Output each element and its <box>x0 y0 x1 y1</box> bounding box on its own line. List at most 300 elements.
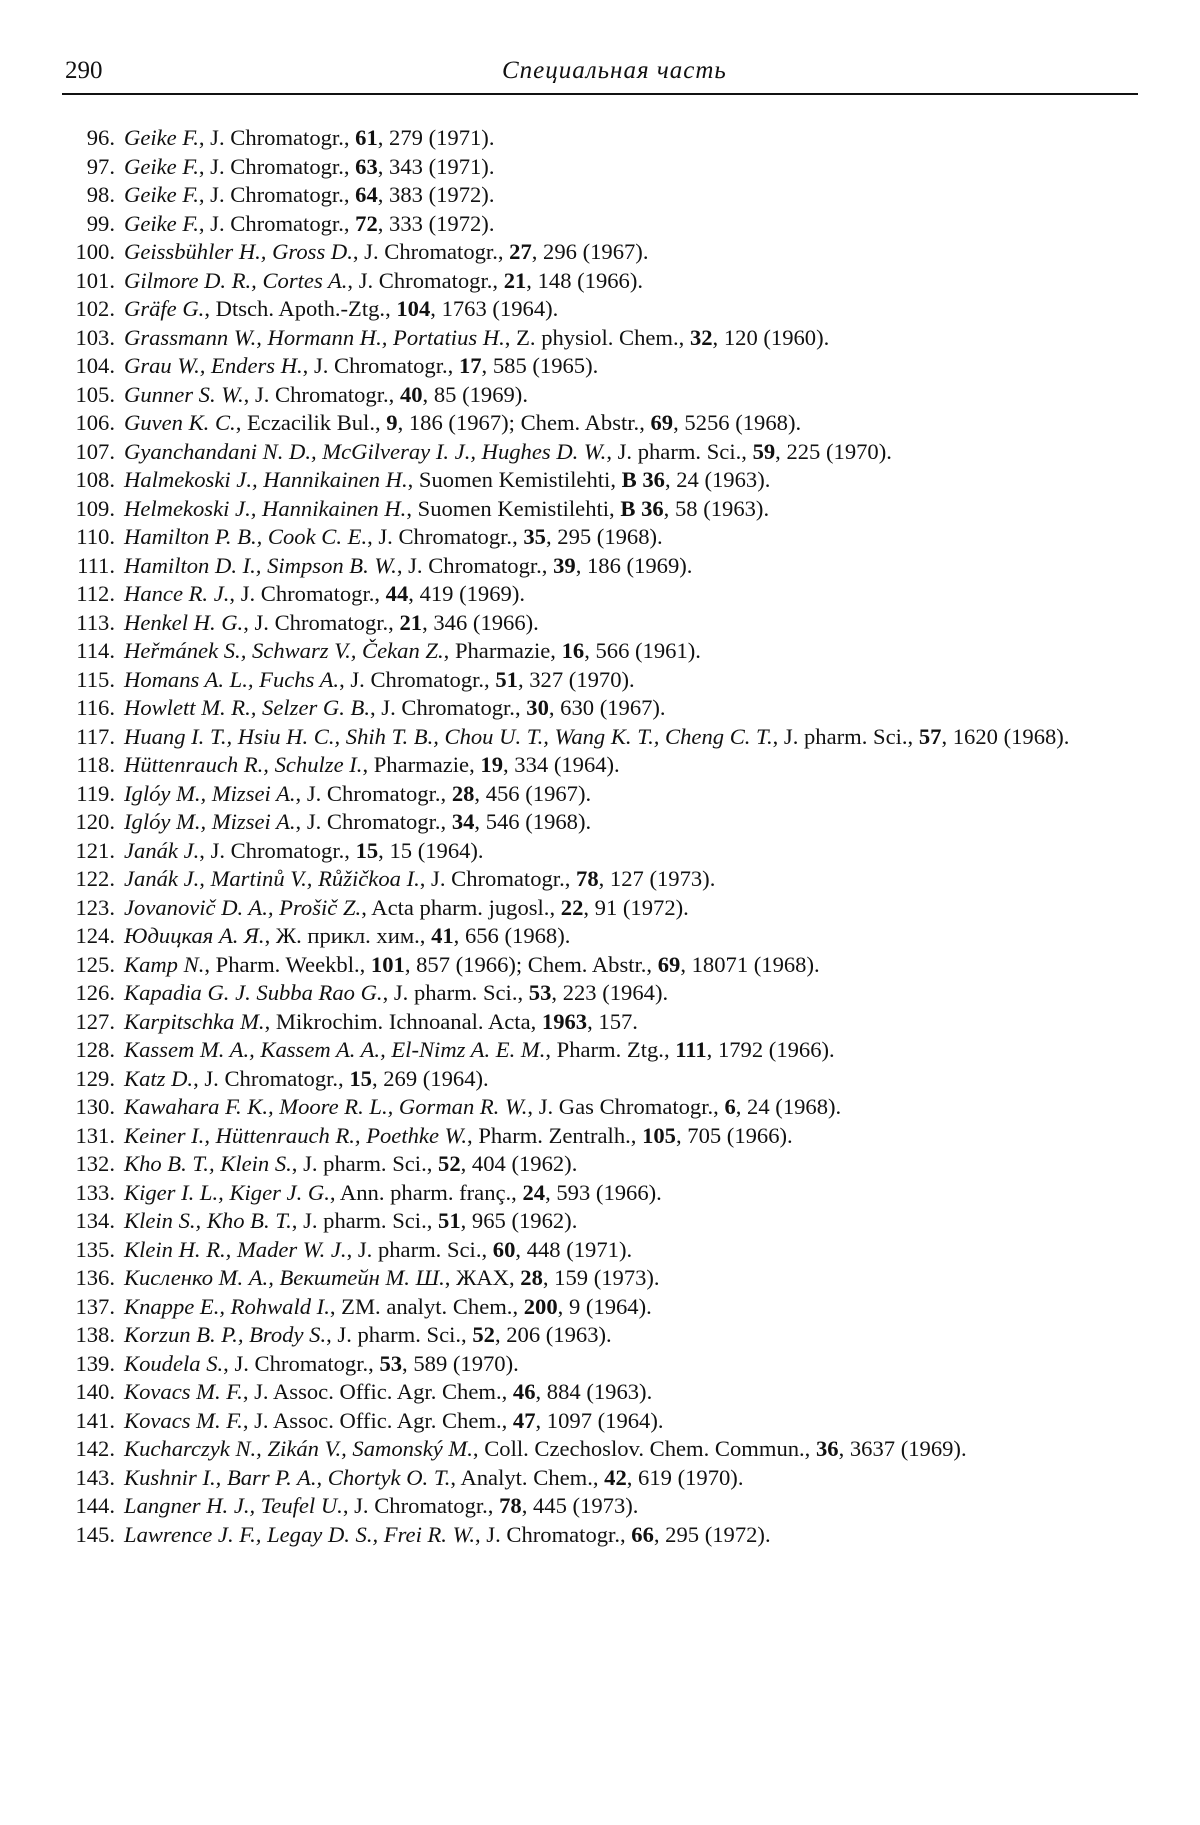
reference-text <box>124 1150 1150 1179</box>
volume: 16 <box>561 638 585 663</box>
authors: Kovacs M. F. <box>124 1379 243 1404</box>
reference-text <box>124 1036 1150 1065</box>
source: , 585 (1965). <box>481 353 599 378</box>
volume: 63 <box>355 153 378 179</box>
reference-number: 104. <box>75 353 115 378</box>
reference-number: 116. <box>76 695 115 720</box>
source: , 9 (1964). <box>557 1293 652 1319</box>
reference-number: 105. <box>75 381 115 407</box>
authors: Iglóy M., Mizsei A. <box>124 809 296 834</box>
authors: Jovanovič D. A., Prošič Z. <box>124 894 362 920</box>
reference-number: 133. <box>75 1179 115 1205</box>
reference-number: 122. <box>75 866 115 891</box>
reference-text <box>124 381 1150 410</box>
reference-number: 107. <box>75 438 115 464</box>
reference-entry <box>62 1008 1150 1037</box>
reference-number: 119. <box>76 780 115 806</box>
reference-entry <box>62 808 1150 837</box>
reference-text <box>124 438 1150 467</box>
source: , J. pharm. Sci., <box>772 723 919 749</box>
source: , J. Chromatogr., <box>342 1493 500 1518</box>
source: , Eczacilik Bul., <box>235 410 387 435</box>
source: , 295 (1968). <box>545 524 663 549</box>
reference-number: 121. <box>75 837 115 863</box>
reference-number: 134. <box>75 1208 115 1233</box>
reference-entry <box>62 1464 1150 1493</box>
authors: Gräfe G. <box>124 296 205 321</box>
source: , 269 (1964). <box>371 1065 489 1091</box>
volume: 35 <box>523 524 546 549</box>
reference-entry <box>62 951 1150 980</box>
reference-entry <box>62 979 1150 1008</box>
reference-text <box>124 238 1150 267</box>
reference-number: 113. <box>76 609 115 635</box>
reference-text <box>124 666 1150 695</box>
reference-entry <box>62 153 1150 182</box>
reference-entry <box>62 324 1150 353</box>
source: , J. Chromatogr., <box>243 609 400 635</box>
source: , J. Chromatogr., <box>199 837 356 863</box>
reference-text <box>124 1065 1150 1094</box>
source: , 857 (1966); Chem. Abstr., <box>404 951 658 977</box>
source: , Suomen Kemistilehti, <box>407 467 622 492</box>
volume: 15 <box>349 1065 372 1091</box>
volume: 51 <box>495 666 518 692</box>
reference-number: 120. <box>75 809 115 834</box>
reference-number: 114. <box>76 638 115 663</box>
reference-text <box>124 552 1150 581</box>
reference-entry <box>62 267 1150 296</box>
reference-entry <box>62 1378 1150 1407</box>
source: , 91 (1972). <box>583 894 689 920</box>
source: , 327 (1970). <box>517 666 635 692</box>
reference-number: 142. <box>75 1436 115 1461</box>
source: , 884 (1963). <box>535 1379 653 1404</box>
source: , 15 (1964). <box>378 837 484 863</box>
volume: 15 <box>355 837 379 863</box>
reference-number: 112. <box>76 581 115 606</box>
reference-text <box>124 1264 1150 1293</box>
reference-entry <box>62 523 1150 552</box>
volume: 52 <box>472 1322 495 1347</box>
reference-number: 108. <box>75 467 115 492</box>
reference-number: 141. <box>75 1407 115 1433</box>
source: , 1763 (1964). <box>430 296 559 321</box>
reference-list <box>62 124 1150 1549</box>
source: , 445 (1973). <box>521 1493 639 1518</box>
reference-number: 127. <box>75 1008 115 1034</box>
reference-entry <box>62 409 1150 438</box>
volume: B 36 <box>621 467 665 492</box>
reference-entry <box>62 1264 1150 1293</box>
reference-text <box>124 523 1150 552</box>
reference-number: 131. <box>75 1122 115 1148</box>
source: , 24 (1968). <box>735 1094 842 1119</box>
reference-number: 130. <box>75 1094 115 1119</box>
volume: 105 <box>642 1122 676 1148</box>
reference-entry <box>62 1350 1150 1379</box>
reference-entry <box>62 1407 1150 1436</box>
reference-text <box>124 865 1150 894</box>
reference-number: 97. <box>86 153 115 179</box>
reference-text <box>124 580 1150 609</box>
volume: 61 <box>355 125 378 150</box>
reference-entry <box>62 1093 1150 1122</box>
reference-entry <box>62 352 1150 381</box>
reference-number: 101. <box>75 267 115 293</box>
reference-number: 106. <box>75 410 115 435</box>
reference-text <box>124 694 1150 723</box>
authors: Korzun B. P., Brody S. <box>124 1322 327 1347</box>
reference-entry <box>62 865 1150 894</box>
reference-text <box>124 894 1150 923</box>
reference-number: 118. <box>76 752 115 777</box>
reference-entry <box>62 124 1150 153</box>
reference-text <box>124 181 1150 210</box>
volume: 46 <box>512 1379 536 1404</box>
source: , 619 (1970). <box>626 1464 744 1490</box>
authors: Koudela S. <box>124 1350 224 1376</box>
reference-entry <box>62 922 1150 951</box>
volume: 17 <box>458 353 482 378</box>
source: , 159 (1973). <box>542 1265 660 1290</box>
source: , 383 (1972). <box>377 182 495 207</box>
reference-entry <box>62 694 1150 723</box>
volume: 28 <box>520 1265 543 1290</box>
source: , 225 (1970). <box>775 438 892 464</box>
reference-text <box>124 352 1150 381</box>
source: , J. pharm. Sci., <box>382 980 529 1005</box>
volume: 52 <box>438 1151 461 1176</box>
authors: Grassmann W., Hormann H., Portatius H. <box>124 324 505 350</box>
reference-number: 123. <box>75 894 115 920</box>
source: , J. Chromatogr., <box>295 780 452 806</box>
source: , J. pharm. Sci., <box>346 1236 493 1262</box>
source: , 58 (1963). <box>663 495 770 521</box>
authors: Hamilton P. B., Cook C. E. <box>124 524 368 549</box>
authors: Janák J. <box>124 837 200 863</box>
reference-text <box>124 637 1150 666</box>
authors: Hüttenrauch R., Schulze I. <box>124 752 363 777</box>
authors: Gilmore D. R., Cortes A. <box>124 267 348 293</box>
reference-number: 129. <box>75 1065 115 1091</box>
reference-number: 96. <box>86 125 115 150</box>
authors: Klein S., Kho B. T. <box>124 1208 292 1233</box>
reference-number: 138. <box>75 1322 115 1347</box>
source: , 334 (1964). <box>502 752 620 777</box>
reference-number: 128. <box>75 1037 115 1062</box>
reference-number: 137. <box>75 1293 115 1319</box>
source: , 333 (1972). <box>377 210 495 236</box>
source: , 295 (1972). <box>653 1521 771 1547</box>
reference-entry <box>62 238 1150 267</box>
authors: Heřmánek S., Schwarz V., Čekan Z. <box>124 638 444 663</box>
volume: 32 <box>689 324 713 350</box>
source: , 223 (1964). <box>551 980 669 1005</box>
source: , 343 (1971). <box>377 153 495 179</box>
source: , 456 (1967). <box>474 780 592 806</box>
reference-entry <box>62 637 1150 666</box>
reference-text <box>124 1407 1150 1436</box>
reference-entry <box>62 210 1150 239</box>
reference-entry <box>62 466 1150 495</box>
authors: Kawahara F. K., Moore R. L., Gorman R. W. <box>124 1094 528 1119</box>
reference-text <box>124 723 1150 752</box>
source: , Suomen Kemistilehti, <box>406 495 621 521</box>
volume: 200 <box>523 1293 558 1319</box>
volume: 21 <box>503 267 527 293</box>
reference-number: 143. <box>75 1464 115 1490</box>
reference-entry <box>62 495 1150 524</box>
reference-text <box>124 124 1150 153</box>
volume: 28 <box>451 780 475 806</box>
source: , J. Chromatogr., <box>369 695 527 720</box>
reference-entry <box>62 837 1150 866</box>
authors: Юдицкая А. Я. <box>124 923 265 948</box>
reference-number: 132. <box>75 1151 115 1176</box>
volume: 78 <box>499 1493 522 1518</box>
reference-entry <box>62 1492 1150 1521</box>
source: , 148 (1966). <box>526 267 644 293</box>
authors: Knappe E., Rohwald I. <box>124 1293 330 1319</box>
reference-text <box>124 1122 1150 1151</box>
authors: Kovacs M. F. <box>124 1407 243 1433</box>
authors: Lawrence J. F., Legay D. S., Frei R. W. <box>124 1521 475 1547</box>
source: , 18071 (1968). <box>680 951 820 977</box>
reference-number: 98. <box>86 182 115 207</box>
reference-text <box>124 1207 1150 1236</box>
source: , J. Chromatogr., <box>198 210 356 236</box>
reference-entry <box>62 1036 1150 1065</box>
reference-text <box>124 1179 1150 1208</box>
reference-entry <box>62 1321 1150 1350</box>
source: , J. Chromatogr., <box>198 182 356 207</box>
reference-text <box>124 409 1150 438</box>
reference-text <box>124 466 1150 495</box>
volume: 40 <box>399 381 423 407</box>
source: , J. Chromatogr., <box>295 809 452 834</box>
reference-text <box>124 1008 1150 1037</box>
reference-entry <box>62 1179 1150 1208</box>
reference-entry <box>62 438 1150 467</box>
source: , Z. physiol. Chem., <box>504 324 690 350</box>
volume: 78 <box>576 866 599 891</box>
source: , J. pharm. Sci., <box>606 438 753 464</box>
source: , J. Chromatogr., <box>243 381 400 407</box>
source: , Pharm. Weekbl., <box>204 951 371 977</box>
volume: 30 <box>526 695 549 720</box>
reference-text <box>124 609 1150 638</box>
source: , 186 (1967); Chem. Abstr., <box>397 410 651 435</box>
volume: 57 <box>918 723 942 749</box>
reference-number: 126. <box>75 980 115 1005</box>
volume: 51 <box>438 1208 461 1233</box>
reference-text <box>124 1293 1150 1322</box>
source: , J. Chromatogr., <box>223 1350 380 1376</box>
authors: Gunner S. W. <box>124 381 244 407</box>
source: , 120 (1960). <box>712 324 830 350</box>
volume: 111 <box>675 1037 707 1062</box>
source: , 186 (1969). <box>575 552 693 578</box>
source: , 705 (1966). <box>675 1122 793 1148</box>
authors: Кисленко М. А., Векштейн М. Ш. <box>124 1265 445 1290</box>
source: , Ж. прикл. хим., <box>264 923 432 948</box>
volume: 6 <box>724 1094 736 1119</box>
source: , 965 (1962). <box>460 1208 578 1233</box>
reference-text <box>124 1321 1150 1350</box>
reference-entry <box>62 1293 1150 1322</box>
source: , J. Chromatogr., <box>352 239 510 264</box>
source: , 3637 (1969). <box>838 1436 967 1461</box>
reference-entry <box>62 181 1150 210</box>
reference-text <box>124 295 1150 324</box>
reference-text <box>124 324 1150 353</box>
reference-text <box>124 153 1150 182</box>
source: , ЖАХ, <box>444 1265 521 1290</box>
reference-text <box>124 495 1150 524</box>
authors: Janák J., Martinů V., Růžičkoa I. <box>124 866 420 891</box>
source: , J. Chromatogr., <box>347 267 504 293</box>
source: , Pharm. Ztg., <box>545 1037 676 1062</box>
source: , 157. <box>587 1008 638 1034</box>
reference-text <box>124 1492 1150 1521</box>
reference-entry <box>62 1065 1150 1094</box>
authors: Grau W., Enders H. <box>124 353 303 378</box>
reference-number: 103. <box>75 324 115 350</box>
reference-text <box>124 1435 1150 1464</box>
reference-text <box>124 1093 1150 1122</box>
authors: Howlett M. R., Selzer G. B. <box>124 695 370 720</box>
reference-text <box>124 751 1150 780</box>
reference-number: 100. <box>75 239 115 264</box>
reference-entry <box>62 1521 1150 1550</box>
authors: Henkel H. G. <box>124 609 244 635</box>
source: , J. Gas Chromatogr., <box>527 1094 725 1119</box>
source: , ZM. analyt. Chem., <box>329 1293 524 1319</box>
volume: 101 <box>370 951 405 977</box>
volume: 27 <box>509 239 532 264</box>
source: , 85 (1969). <box>422 381 528 407</box>
authors: Iglóy M., Mizsei A. <box>124 780 296 806</box>
volume: 21 <box>399 609 423 635</box>
reference-number: 139. <box>75 1350 115 1376</box>
source: , J. Chromatogr., <box>475 1521 632 1547</box>
running-title: Специальная часть <box>502 57 727 84</box>
volume: 24 <box>522 1179 546 1205</box>
reference-entry <box>62 1122 1150 1151</box>
authors: Geike F. <box>124 125 199 150</box>
source: , 1620 (1968). <box>941 723 1070 749</box>
authors: Langner H. J., Teufel U. <box>124 1493 343 1518</box>
source: , 346 (1966). <box>422 609 539 635</box>
source: , 1792 (1966). <box>706 1037 835 1062</box>
source: , J. Chromatogr., <box>339 666 496 692</box>
source: , 630 (1967). <box>548 695 666 720</box>
source: , 5256 (1968). <box>673 410 802 435</box>
authors: Geike F. <box>124 153 199 179</box>
authors: Helmekoski J., Hannikainen H. <box>124 495 407 521</box>
reference-text <box>124 267 1150 296</box>
authors: Keiner I., Hüttenrauch R., Poethke W. <box>124 1122 468 1148</box>
reference-text <box>124 1521 1150 1550</box>
volume: 72 <box>355 210 378 236</box>
authors: Homans A. L., Fuchs A. <box>124 666 340 692</box>
source: , J. Chromatogr., <box>198 153 356 179</box>
reference-entry <box>62 552 1150 581</box>
authors: Kushnir I., Barr P. A., Chortyk O. T. <box>124 1464 451 1490</box>
source: , Pharmazie, <box>443 638 562 663</box>
source: , 656 (1968). <box>453 923 571 948</box>
source: , J. Chromatogr., <box>396 552 554 578</box>
reference-text <box>124 808 1150 837</box>
reference-entry <box>62 1150 1150 1179</box>
volume: 64 <box>355 182 378 207</box>
reference-number: 111. <box>77 552 115 578</box>
volume: 34 <box>451 809 475 834</box>
volume: 36 <box>815 1436 839 1461</box>
source: , Coll. Czechoslov. Chem. Commun., <box>472 1436 816 1461</box>
source: , 566 (1961). <box>584 638 701 663</box>
source: , J. Chromatogr., <box>198 125 356 150</box>
source: , 279 (1971). <box>377 125 495 150</box>
source: , 593 (1966). <box>545 1179 662 1205</box>
reference-number: 136. <box>75 1265 115 1290</box>
authors: Klein H. R., Mader W. J. <box>124 1236 347 1262</box>
reference-number: 117. <box>76 723 115 749</box>
volume: 69 <box>650 410 674 435</box>
authors: Kiger I. L., Kiger J. G. <box>124 1179 330 1205</box>
reference-number: 102. <box>75 296 115 321</box>
authors: Huang I. T., Hsiu H. C., Shih T. B., Chou U. T., Wang K. T., Cheng C. T. <box>124 723 773 749</box>
authors: Kapadia G. J. Subba Rao G. <box>124 980 383 1005</box>
reference-number: 109. <box>75 495 115 521</box>
authors: Gyanchandani N. D., McGilveray I. J., Hughes D. W. <box>124 438 607 464</box>
reference-number: 99. <box>86 210 115 236</box>
reference-text <box>124 951 1150 980</box>
reference-entry <box>62 295 1150 324</box>
volume: 44 <box>385 581 409 606</box>
reference-text <box>124 1378 1150 1407</box>
authors: Hance R. J. <box>124 581 230 606</box>
authors: Guven K. C. <box>124 410 236 435</box>
reference-number: 110. <box>76 524 115 549</box>
source: , Analyt. Chem., <box>450 1464 605 1490</box>
reference-entry <box>62 751 1150 780</box>
reference-text <box>124 837 1150 866</box>
source: , Pharm. Zentralh., <box>467 1122 643 1148</box>
reference-text <box>124 780 1150 809</box>
volume: 1963 <box>541 1008 588 1034</box>
authors: Katz D. <box>124 1065 194 1091</box>
source: , J. Chromatogr., <box>193 1065 350 1091</box>
reference-text <box>124 1464 1150 1493</box>
volume: 69 <box>657 951 681 977</box>
reference-entry <box>62 1236 1150 1265</box>
authors: Hamilton D. I., Simpson B. W. <box>124 552 397 578</box>
volume: 59 <box>752 438 776 464</box>
source: , Acta pharm. jugosl., <box>361 894 561 920</box>
source: , 546 (1968). <box>474 809 592 834</box>
authors: Karpitschka M. <box>124 1008 265 1034</box>
volume: 53 <box>379 1350 403 1376</box>
source: , Pharmazie, <box>362 752 481 777</box>
reference-text <box>124 210 1150 239</box>
page-header <box>62 55 1138 95</box>
source: , Ann. pharm. franç., <box>329 1179 523 1205</box>
authors: Kucharczyk N., Zikán V., Samonský M. <box>124 1436 473 1461</box>
authors: Kho B. T., Klein S. <box>124 1151 292 1176</box>
source: , J. pharm. Sci., <box>291 1208 439 1233</box>
